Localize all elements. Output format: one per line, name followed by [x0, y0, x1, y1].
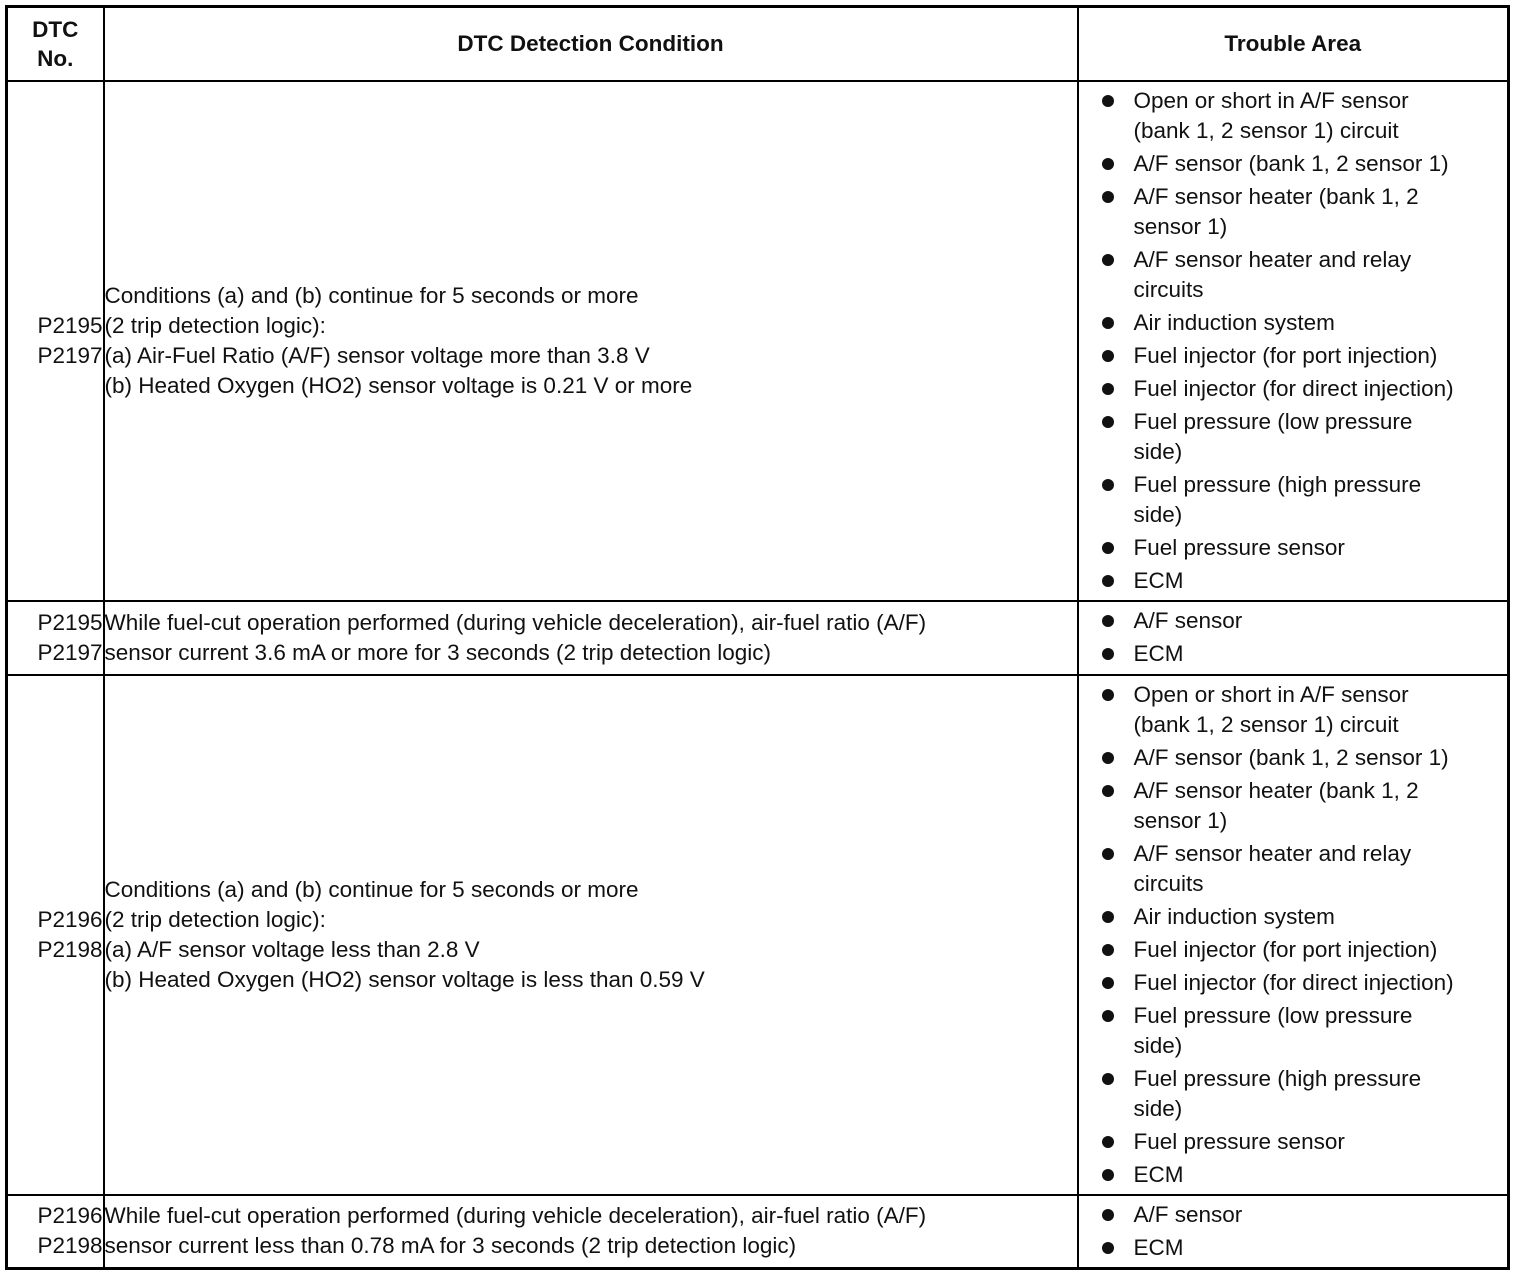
bullet-icon — [1102, 416, 1114, 428]
trouble-area-item — [1079, 533, 1508, 563]
trouble-area-item — [1079, 1160, 1508, 1190]
bullet-icon — [1102, 350, 1114, 362]
trouble-area-item — [1079, 1233, 1508, 1263]
condition-line: While fuel-cut operation performed (during vehicle deceleration), air-fuel ratio (A/F) — [104, 609, 927, 635]
trouble-area-item — [1079, 680, 1508, 740]
trouble-area-item — [1079, 968, 1508, 998]
trouble-area-list — [1079, 1200, 1508, 1263]
trouble-area-text: A/F sensor heater (bank 1, 2 — [1133, 777, 1419, 803]
trouble-area-item — [1079, 935, 1508, 965]
condition-line: While fuel-cut operation performed (during vehicle deceleration), air-fuel ratio (A/F) — [104, 1203, 927, 1229]
trouble-area-text: sensor 1) — [1133, 807, 1228, 833]
trouble-area-text: A/F sensor (bank 1, 2 sensor 1) — [1133, 744, 1449, 770]
trouble-area-cell — [1078, 601, 1509, 675]
bullet-icon — [1102, 254, 1114, 266]
trouble-area-text: Fuel pressure (low pressure — [1133, 1002, 1413, 1028]
condition-line: (a) A/F sensor voltage less than 2.8 V — [104, 936, 480, 962]
bullet-icon — [1102, 1169, 1114, 1181]
bullet-icon — [1102, 785, 1114, 797]
dtc-code: P2198 — [37, 1233, 103, 1259]
dtc-code-cell — [7, 1195, 104, 1269]
header-detection-condition: DTC Detection Condition — [104, 7, 1078, 81]
trouble-area-text: side) — [1133, 1095, 1183, 1121]
trouble-area-text: A/F sensor — [1133, 608, 1243, 633]
trouble-area-text: Open or short in A/F sensor — [1133, 87, 1409, 113]
bullet-icon — [1102, 752, 1114, 764]
trouble-area-text: Fuel injector (for port injection) — [1133, 936, 1438, 962]
trouble-area-text: side) — [1133, 501, 1183, 527]
bullet-icon — [1102, 575, 1114, 587]
trouble-area-item — [1079, 606, 1508, 636]
trouble-area-text: side) — [1133, 438, 1183, 464]
condition-line: (b) Heated Oxygen (HO2) sensor voltage is 0.21 V or more — [104, 372, 693, 398]
trouble-area-text: A/F sensor heater and relay — [1133, 246, 1412, 272]
trouble-area-list — [1079, 86, 1508, 596]
trouble-area-text: Fuel pressure (high pressure — [1133, 471, 1422, 497]
trouble-area-text: ECM — [1133, 1161, 1184, 1187]
bullet-icon — [1102, 848, 1114, 860]
trouble-area-text: A/F sensor — [1133, 1201, 1243, 1227]
trouble-area-item — [1079, 86, 1508, 146]
condition-line: (b) Heated Oxygen (HO2) sensor voltage is less than 0.59 V — [104, 966, 705, 992]
trouble-area-text: Fuel injector (for direct injection) — [1133, 969, 1454, 995]
trouble-area-text: sensor 1) — [1133, 213, 1228, 239]
trouble-area-item — [1079, 341, 1508, 371]
dtc-code-cell — [7, 675, 104, 1195]
trouble-area-item — [1079, 839, 1508, 899]
trouble-area-text: circuits — [1133, 870, 1204, 896]
bullet-icon — [1102, 383, 1114, 395]
condition-line: Conditions (a) and (b) continue for 5 seconds or more — [104, 876, 639, 902]
bullet-icon — [1102, 95, 1114, 107]
trouble-area-item — [1079, 743, 1508, 773]
trouble-area-item — [1079, 470, 1508, 530]
detection-condition-cell — [104, 81, 1078, 601]
detection-condition-cell — [104, 601, 1078, 675]
trouble-area-text: Fuel injector (for port injection) — [1133, 342, 1438, 368]
dtc-code: P2197 — [37, 342, 103, 368]
bullet-icon — [1102, 648, 1114, 660]
trouble-area-text: ECM — [1133, 1234, 1184, 1260]
bullet-icon — [1102, 689, 1114, 701]
bullet-icon — [1102, 479, 1114, 491]
trouble-area-text: A/F sensor (bank 1, 2 sensor 1) — [1133, 150, 1449, 176]
header-row — [7, 7, 1509, 81]
table-row — [7, 1195, 1509, 1269]
bullet-icon — [1102, 1010, 1114, 1022]
bullet-icon — [1102, 911, 1114, 923]
trouble-area-text: (bank 1, 2 sensor 1) circuit — [1133, 117, 1399, 143]
bullet-icon — [1102, 1209, 1114, 1221]
trouble-area-text: A/F sensor heater and relay — [1133, 840, 1412, 866]
trouble-area-text: Fuel pressure (high pressure — [1133, 1065, 1422, 1091]
dtc-table — [5, 5, 1510, 1270]
trouble-area-item — [1079, 245, 1508, 305]
dtc-code-cell — [7, 601, 104, 675]
condition-line: (2 trip detection logic): — [104, 906, 326, 932]
trouble-area-text: Air induction system — [1133, 309, 1335, 335]
trouble-area-item — [1079, 1001, 1508, 1061]
header-dtc-no-line: No. — [37, 45, 74, 71]
trouble-area-text: (bank 1, 2 sensor 1) circuit — [1133, 711, 1399, 737]
trouble-area-list — [1079, 680, 1508, 1190]
trouble-area-list — [1079, 606, 1508, 669]
bullet-icon — [1102, 317, 1114, 329]
dtc-code-cell — [7, 81, 104, 601]
trouble-area-text: Fuel injector (for direct injection) — [1133, 375, 1454, 401]
table-row — [7, 81, 1509, 601]
condition-line: sensor current less than 0.78 mA for 3 seconds (2 trip detection logic) — [104, 1233, 797, 1259]
trouble-area-text: circuits — [1133, 276, 1204, 302]
dtc-code: P2198 — [37, 936, 103, 962]
trouble-area-text: Open or short in A/F sensor — [1133, 681, 1409, 707]
trouble-area-item — [1079, 182, 1508, 242]
trouble-area-cell — [1078, 675, 1509, 1195]
bullet-icon — [1102, 542, 1114, 554]
trouble-area-text: side) — [1133, 1032, 1183, 1058]
trouble-area-text: Fuel pressure (low pressure — [1133, 408, 1413, 434]
detection-condition-cell — [104, 1195, 1078, 1269]
trouble-area-item — [1079, 1200, 1508, 1230]
detection-condition-cell — [104, 675, 1078, 1195]
bullet-icon — [1102, 1073, 1114, 1085]
bullet-icon — [1102, 944, 1114, 956]
trouble-area-text: Fuel pressure sensor — [1133, 534, 1345, 560]
bullet-icon — [1102, 158, 1114, 170]
condition-line: sensor current 3.6 mA or more for 3 seconds (2 trip detection logic) — [104, 639, 772, 665]
header-trouble-area: Trouble Area — [1078, 7, 1509, 81]
dtc-code: P2197 — [37, 639, 103, 665]
table-body — [7, 81, 1509, 1269]
trouble-area-text: Fuel pressure sensor — [1133, 1128, 1345, 1154]
trouble-area-item — [1079, 1064, 1508, 1124]
bullet-icon — [1102, 1136, 1114, 1148]
dtc-code: P2196 — [37, 1203, 103, 1229]
condition-line: (2 trip detection logic): — [104, 312, 326, 338]
bullet-icon — [1102, 615, 1114, 627]
trouble-area-item — [1079, 566, 1508, 596]
header-dtc-no-line: DTC — [32, 16, 79, 42]
trouble-area-text: A/F sensor heater (bank 1, 2 — [1133, 183, 1419, 209]
trouble-area-item — [1079, 374, 1508, 404]
dtc-code: P2195 — [37, 312, 103, 338]
table-row — [7, 675, 1509, 1195]
trouble-area-item — [1079, 149, 1508, 179]
dtc-code: P2195 — [37, 609, 103, 635]
trouble-area-item — [1079, 308, 1508, 338]
bullet-icon — [1102, 977, 1114, 989]
trouble-area-cell — [1078, 1195, 1509, 1269]
condition-line: Conditions (a) and (b) continue for 5 seconds or more — [104, 282, 639, 308]
bullet-icon — [1102, 1242, 1114, 1254]
trouble-area-text: ECM — [1133, 567, 1184, 593]
condition-line: (a) Air-Fuel Ratio (A/F) sensor voltage more than 3.8 V — [104, 342, 650, 368]
table-row — [7, 601, 1509, 675]
bullet-icon — [1102, 191, 1114, 203]
trouble-area-text: Air induction system — [1133, 903, 1335, 929]
dtc-code: P2196 — [37, 906, 103, 932]
trouble-area-item — [1079, 776, 1508, 836]
trouble-area-item — [1079, 407, 1508, 467]
trouble-area-item — [1079, 902, 1508, 932]
trouble-area-item — [1079, 1127, 1508, 1157]
header-dtc-no — [7, 7, 104, 81]
trouble-area-item — [1079, 639, 1508, 669]
trouble-area-cell — [1078, 81, 1509, 601]
trouble-area-text: ECM — [1133, 641, 1184, 666]
